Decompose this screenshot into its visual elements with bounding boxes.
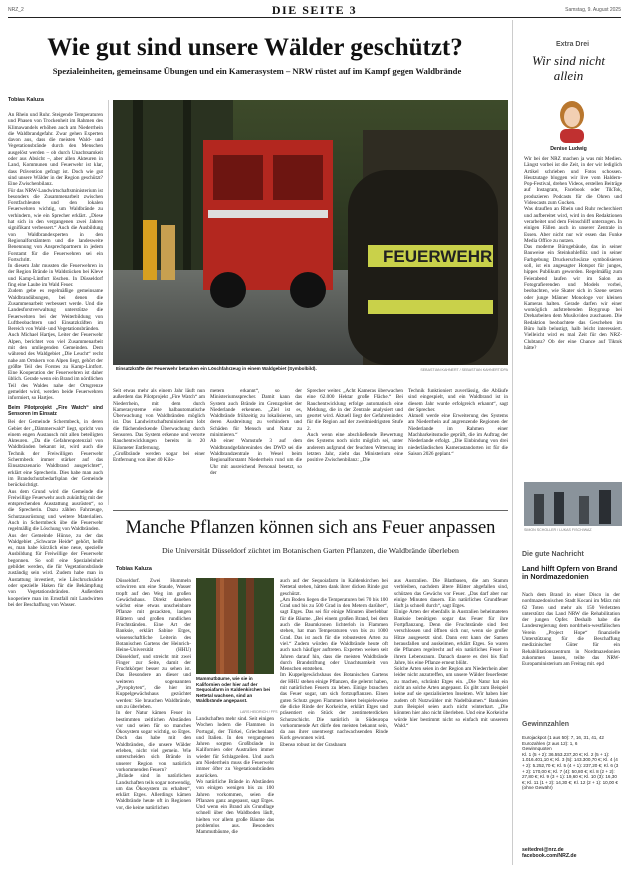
lead-col4-text: Sprecher weiter. „Acht Kameras überwachen eine 62.000 Hektar große Fläche.“ Bei Rauchentwicklung erfolge automatisch eine Meldung, die in der Zentrale analysiert und geortet wird. Aktuell liegt der Gefahrenindex für die Region auf der zweitniedrigsten Stufe 2. Auch wenn eine abschließende Bewertung des Systems noch nicht möglich sei, unter anderem aufgrund der feuchten Witterung im letzten Jahr, zieht das Ministerium eine positive Zwischenbilanz: „Die (307, 388, 403, 464)
sidebar-author: Denise Ludwig (550, 146, 587, 152)
sidebar-photo-credit: SIMON SCHOLLER / LUKAS FISCH/WAZ (524, 528, 592, 532)
second-subheadline: Die Universität Düsseldorf züchtet im Botanischen Garten Pflanzen, die Waldbrände überleben (162, 546, 459, 555)
sidebar-kicker: Extra Drei (555, 41, 590, 48)
second-col2-text: Landschaften mehr sind. Seit einigen Wochen lodern die Flammen in Portugal, der Türkei, Griechenland und Italien. In den vergangenen Jahren sorgten Großbrände in Kalifornien oder Australien immer wieder für Schlagzeilen. Und auch am Niederrhein muss die Feuerwehr immer öfter zu Vegetationsbränden ausrücken. Wo natürliche Brände in Abständen von einigen wenigen bis zu 100 Jahren vorkommen, seien die Pflanzen ganz angepasst, sagt Etges. Und wenn ein Brand als Grundlage schnell über den Waldboden läuft, hielten vor allem große Bäume das problemlos aus. Besonders Mammutbäume, die (196, 716, 274, 836)
page-label: NRZ_2 (8, 7, 24, 13)
lead-photo-caption: Einsatzkräfte der Feuerwehr betanken ein Löschfahrzeug in einem Waldgebiet (Symbolbild). (116, 366, 317, 371)
lead-author: Tobias Kaluza (8, 97, 44, 103)
sidebar-column-text (524, 156, 622, 526)
lead-col2-text: Seit etwas mehr als einem Jahr läuft nun außerdem das Pilotprojekt „Fire Watch“ am Niederrhein, mit dem durch Kamerasysteme eine halbautomatische Überwachung von Waldbränden möglich ist. Das Landwirtschaftsministerium lobt die flächendeckende Überwachung durch Sensoren. Das System erkenne und verorte Rauchentwicklungen bereits in 20 Kilometer Entfernung. „Großbrände werden sogar bei einer Entfernung von über 40 Kilo- (113, 388, 205, 464)
lead-col5-text: Technik funktioniert zuverlässig, die Abläufe sind eingespielt, und ein Waldbrand ist in diesem Jahr wurde erfolgreich erkannt“, sagt der Sprecher. Aktuell werde eine Erweiterung des Systems am Niederrhein auf angrenzende Regionen der Niederlande im Rahmen einer Machbarkeitsstudie geprüft, die im Auftrag der Niederlande erfolgt. „Die Einbindung von drei niederländischen Kamerastandorten ist für die Saison 2026 geplant.“ (408, 388, 508, 457)
lead-column-3 (210, 388, 302, 506)
sidebar-text: Wir bei der NRZ machen ja was mit Medien. Längst vorbei ist die Zeit, in der wir lediglich Artikel schrieben und Fotos schossen. Heutzutage bloggen wir live vom Haldern-Pop-Festival, drehen Videos, erstellen Beiträge auf Instagram, Facebook oder TikTok, produzieren Podcasts für die Ohren und Videocasts zum Gucken. Was drauflen an Rhein und Ruhr recherchiert und aufbereitet wird, wird in den Redaktionen verarbeitet und dem Feinschliff unterzogen. In einigen Fällen auch in unserer Zentrale in Essen. Aber nicht nur wir essen das Funke Media Office zu nutzen. Das moderne Bürogebäude, das in seiner Bauweise ein Steinkohleflöz und in seiner Farbgebung Druckerschwärze symbolisieren soll, ist ein angesagter Hotspot für junges, hippes Publikum geworden. Regelmäßig zum Feierabend laufen wir im Salon an Fotografierenden und Models vorbei, beobachten, wie Skater sich in Szene setzen oder junge Männer Monologe vor kleinen Kameras halten. Gerade darfen wir einer womöglich aufstrebenden Boygroup bei Dreharbeiten dem Musikvideo zuschauen. Die Redaktion beobachtete das Geschehen im Büro halb belustigt, halb leicht interessiert. Vielleicht wird es mal Zeit für den NRZ-Clubtanz? Ob der eine Chance auf Tiktok hätte? (524, 156, 622, 351)
jacket-text: FEUERWEHR (383, 247, 493, 266)
second-rule (113, 510, 508, 511)
boygroup-photo (524, 482, 622, 526)
lead-col3-text: metern erkannt“, so der Ministeriumssprecher. Damit kann das System auch Brände im Grenzgebiet der Niederlande erkennen. „Ziel ist es, Waldbrände frühzeitig zu lokalisieren, um deren Ausbreitung zu verhindern und Schäden für Mensch und Natur zu minimieren.“ Ab einer Warnstufe 3 auf dem Waldbrandgefahrenindex des DWD sei die Waldbrandzentrale in Wesel beim Regionalforstamt Niederrhein rund um die Uhr mit ausreichend Personal besetzt, so der (210, 388, 302, 476)
page-header (8, 4, 621, 16)
sidebar-photo (524, 482, 622, 526)
author-avatar-icon (550, 95, 594, 143)
lead-column-4 (307, 388, 403, 506)
second-col3-text: auch auf der Sequoiafarm in Kaldenkirchen bei Nettetal stehen, hätten dank ihrer dicken Rinde gut geschützt. „Am Boden liegen die Temperaturen bei 70 bis 100 Grad und bis zu 500 Grad in den Metern darüber“, sagt Etges. Das sei für einige Minuten überlebbar für die Bäume. „Bei einem großen Brand, bei dem auch die Baumkronen lichterloh in Flammen stehen, hat man Temperaturen von bis zu 1000 Grad. Das ist auch für die robustesten Arten zu viel.“ Zudem würden die Waldbrände heute oft auch nach häufiger auftreten. Experten weisen seit Jahren darauf hin, dass die meisten Waldbrände durch Brandstiftung oder Unachtsamkeit von Menschen entstehen. Im Kuppelgewächshaus des Botanischen Gartens der HHU stehen einige Pflanzen, die gelernt haben, mit natürlichen Feuern zu leben. Einige brauchen das Feuer sogar, um sich fortzupflanzen. Einen guten Schutz gegen Flammen bietet beispielsweise die dicke Rinde der Korkeiche, erklärt Etges und präsentiert ein Stück der zentimeterdicken Schutzschicht. Die natürlich in Südeuropa vorkommende Art dürfe den meisten bekannt sein, da aus ihrer unentwegt nachwachsenden Rinde Kork gewonnen wird. Ebenso robust ist der Grasbaum (280, 578, 388, 748)
second-headline: Manche Pflanzen können sich ans Feuer anpassen (125, 518, 496, 538)
header-rule (8, 17, 621, 18)
lottery-text: Eurojackpot (1 aus 50): 7, 16, 31, 41, 42 Eurozahlen (2 aus 12): 1, 6 Gewinnquoten Kl. 1 (5 + 2): 36.553.237,20 €; Kl. 2 (5 + 1): 1.016.401,10 €; Kl. 3 (5): 143.300,70 €; Kl. 4 (4 + 2): 5.252,70 €; Kl. 5 (4 + 1): 237,20 €; Kl. 6 (3 + 2): 170,00 €; Kl. 7 (4): 50,80 €; Kl. 8 (2 + 2): 27,80 €; Kl. 9 (3 + 1): 19,60 €; Kl. 10 (3): 16,30 €; Kl. 11 (1 + 2): 14,30 €; Kl. 12 (2 + 1): 10,00 € (ohne Gewähr) (522, 735, 619, 791)
lottery-title: Gewinnzahlen (522, 721, 570, 728)
news-kicker: Die gute Nachricht (522, 551, 584, 558)
lead-column-1 (8, 112, 103, 857)
second-col1-text: Düsseldorf. Zwei Hummeln schwirren um eine Staude, Wasser tropft auf den Weg im großen Gewächshaus. Direkt daneben wächst eine etwas unscheinbare Pflanze mit gezackten, langen Blättern und großen rundlichen Fruchtständen. Eine Art der Banksie, erklärt Sabine Etges, wissenschaftliche Leiterin des Botanischen Gartens der Heinrich-Heine-Universität (HHU) Düsseldorf, und streicht mit zwei Finger zur Seite, damit der Fruchtkörper besser zu sehen ist. Das Besondere an dieser und weiteren sogenannten „Pyrophyten“, die hier im Kuppelgewächshaus gezüchtet werden: Sie brauchen Waldbrände, um zu überleben. In der Natur kämen Feuer in bestimmten zeitlichen Abständen vor und seien für so manches Ökosystem sogar wichtig, so Etges. Doch das habe mit den Waldbränden, die unsere Wälder erleben, nicht viel gemein. Wie unterscheiden sich Brände in unserer Region von natürlich vorkommenden Feuern? „Brände sind in natürlichen Landschaften teils sogar notwendig, um das Ökosystem zu erhalten“, erklärt Etges. Allerdings kämen Waldbrände heute oft in Regionen vor, die keine natürlichen (116, 578, 191, 811)
second-column-2 (196, 716, 274, 863)
second-photo-credit: LARS HEIDRICH / FFS (240, 710, 278, 714)
lead-column-5 (408, 388, 508, 506)
contact-info: seitedrei@nrz.de facebook.com/NRZ.de (522, 847, 577, 860)
second-author: Tobias Kaluza (116, 566, 152, 572)
lead-photo (113, 100, 508, 365)
author-portrait (550, 95, 594, 143)
second-column-4 (394, 578, 508, 863)
lead-photo-credit: SEBASTIAN KAHNERT / SEBASTIAN KAHNERT/DPA (420, 368, 508, 372)
lead-col1b-text: Bei der Gemeinde Schermbeck, in deren Gebiet der „Dämmerwald“ liegt, spricht von einem engen Austausch mit allen beteiligten Akteuren. „Da die Gefahrenpotenzial von Waldbränden bekannt ist, wird auch die Technik der Freiwilligen Feuerwehr Schermbeck immer stärker auf das Einsatzszenario Waldbrand ausgerichtet“, erklärt eine Sprecherin. Dies habe man auch im Brandschutzbedarfsplan der Gemeinde berücksichtigt. Aus dem Grund wird die Gemeinde die Freiwillige Feuerwehr auch zukünftig mit der entsprechenden Ausstattung ausrüsten“, so die Sprecherin. Dazu zählen Fahrzeuge, Schutzausrüstung und weitere Materialien. Auch in Schermbeck übe die Feuerwehr regelmäßig die Löschung von Waldbränden. Aus der Gemeinde Hünxe, zu der das Waldgebiet „Schwarze Heide“ gehört, heißt es, man habe kürzlich eine neue, spezielle Ausbildung für Freiwillige der Feuerwehr begonnen. So soll eine Spezialeinheit gebildet werden, die für Vegetationsbrände zuständig sein wird. Zudem habe man in Austattung investiert, wie Löschrucksäcke oder spezielle Haken für die Bekämpfung von Vegetationsbränden. Außerdem kooperiere man im Ernstfall mit Landwirten bei der Beschaffung von Wasser. (8, 419, 103, 608)
sidebar-title: Wir sind nicht allein (532, 53, 605, 83)
lead-headline: Wie gut sind unsere Wälder geschützt? (47, 34, 463, 61)
second-photo-caption: Mammutbäume, wie sie in Kalifornien oder hier auf der Sequoiafarm in Kaldenkirchen bei Nettetal wachsen, sind an Waldbrände angepasst. (196, 676, 271, 704)
lead-col1-text: An Rhein und Ruhr. Steigende Temperaturen und Phasen von Trockenheit im Rahmen des Klimawandels erhöhen auch am Niederrhein die Waldbrandgefahr. Zwar gehen Experten davon aus, dass die meisten Wald- und Vegetationsbrände durch den Menschen ausgelöst werden – ob durch Unachtsamkeit oder aus Absicht –, aber allen Akteuren in Land, Kommunen und Feuerwehr ist klar, dass Prävention gefragt ist. Doch wie gut sind unsere Wälder in der Region geschützt? Eine Zwischenbilanz. Für das NRW-Landwirtschaftsministerium ist besonders die Zusammenarbeit zwischen Forstfachleuten und den lokalen Feuerwehren wichtig, um Waldbrände zu verhindern, wie ein Sprecher erklärt. „Diese hat sich in den vergangenen zwei Jahren signifikant verbessert.“ Auch die Ausbildung von Waldbrandexperten in den Regionalforstämtern und die landesweite Benennung von Ansprechpartnern in jedem Forstamt für die Feuerwehren sei ein Fortschritt. In diesem Jahr mussten die Feuerwehren in der Region Brände in Waldstücken bei Kleve und Kamp-Lintfort löschen. In Düsseldorf fing eine Laube im Wald Feuer. Zudem gebe es regelmäßige gemeinsame Waldbrandübungen, bei denen die Zusammenarbeit verbessert werde. Und die Landesforstverwaltung unterstütze die Feuerwehren bei der Weiterbildung von Luftbeobachtern und Einsatzkräften im Bereich von Wald- und Vegetationsbränden. Auch Michael Hartjes, Leiter der Feuerwehr Alpen, berichtet von viel Zusammenarbeit mit den umliegenden Gemeinden. Dem während des Waldgebiet „Die Leucht“ recht nahe am Ortskern von Alpen liegt, gehört der größte Teil des Forstes zu Kamp-Lintfort. Eine Kooperation der Feuerwehren ist daher üblich. Gerade wenn ein Brand im nördlichen Teil des Waldes nahe der Ortsgrenze gemeldet wird, werden beide Feuerwehren informiert, so Hartjes. (8, 112, 103, 402)
lead-column-2 (113, 388, 205, 506)
news-title: Land hilft Opfern von Brand in Nordmazedonien (522, 564, 618, 582)
lead-col1-kicker: Beim Pilotprojekt „Fire Watch“ sind Sensoren im Einsatz (8, 404, 103, 417)
second-col4-text: aus Australien. Die Blattbasen, die am Stamm verbleiben, nachdem ältere Blätter abgefallen sind, schützen das Gewächs vor Feuer. „Das darf aber nur einige Minuten dauern. Ein natürliches Grundfeuer läuft ja schnell durch“, sagt Etges. Einige Arten der ebenfalls in Australien beheimateten Banksie benötigen sogar das Feuer für ihre Fortpflanzung. Denn die Fruchtstände sind fest verschlossen und öffnen sich nur, wenn sie großer Hitze ausgesetzt sind. Dann erst kann der Samen herausfallen und auskeimen, erklärt Etges. So waren die Pflanzen regelrecht auf ein natürliches Feuer in ihrem Lebensraum. Danach dauere es drei bis fünf Jahre, bis eine Pflanze erneut blüht. Solche Arten seien in der Region am Niederrhein aber leider nicht anzutreffen, um unsere Wälder feuerfester zu machen, schränkt Etges ein. „Die Natur hat ein nicht an solche Arten angepasst. Es gibt zum Beispiel keine auf sie spezialisierten Insekten. Wir haben hier zudem oft Nutzwälder mit Nadelbäumen.“ Banksien zum Beispiel seien auch nicht winterhart. „Die könnten hier also nicht überleben. Und eine Korkeiche würde hier bestimmt nicht so einfach mit unserem Wald.“ (394, 578, 508, 729)
news-column (522, 592, 620, 712)
news-text: Nach dem Brand in einer Disco in der nordmazedonischen Stadt Kocani im März mit 62 Toten und mehr als 150 Verletzten unterstützt das Land NRW die Rehabilitation der jungen Opfer. Deshalb habe die Landesregierung dem nordrhein-westfälischen Verein „Project Hope“ finanzielle Unterstützung für die Beschaffung medizinischer Güter für ein Rehabilitationszentrum in Nordmazedonien zukommen lassen, teilte das NRW-Europaministerium am Freitag mit. epd (522, 592, 620, 668)
page-date: Samstag, 9. August 2025 (565, 7, 621, 13)
sidebar-divider (512, 20, 513, 865)
firefighter-photo (113, 100, 508, 365)
lead-subheadline: Spezialeinheiten, gemeinsame Übungen und ein Kamerasystem – NRW rüstet auf im Kampf gegen Waldbrände (52, 66, 462, 76)
second-column-1 (116, 578, 191, 863)
section-title: DIE SEITE 3 (271, 3, 358, 17)
second-photo (196, 578, 274, 674)
second-column-3 (280, 578, 388, 863)
sequoia-photo (196, 578, 274, 674)
column-divider (108, 100, 109, 505)
